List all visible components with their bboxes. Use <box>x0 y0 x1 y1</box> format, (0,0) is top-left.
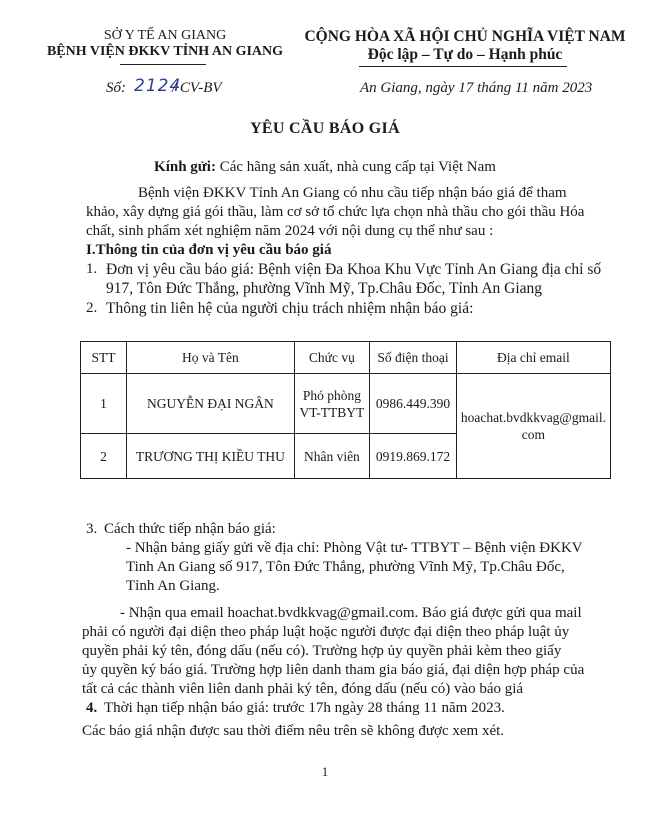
section-3-a-line-1: - Nhận bảng giấy gửi về địa chỉ: Phòng Vật tư- TTBYT – Bệnh viện ĐKKV <box>126 540 583 556</box>
page-number: 1 <box>321 764 329 779</box>
recipient-text: Các hãng sản xuất, nhà cung cấp tại Việt Nam <box>215 159 496 175</box>
intro-line-2: khảo, xây dựng giá gói thầu, làm cơ sở tổ chức lựa chọn nhà thầu cho gói thầu Hóa <box>86 204 585 220</box>
issuer-block <box>40 28 290 60</box>
issuer-hospital: BỆNH VIỆN ĐKKV TỈNH AN GIANG <box>46 44 284 59</box>
motto-underline <box>359 66 567 67</box>
row-1-phone: 0986.449.390 <box>370 374 457 434</box>
email-line-1: hoachat.bvdkkvag@gmail. <box>460 410 606 425</box>
row-2-name: TRƯƠNG THỊ KIỀU THU <box>127 434 295 479</box>
header-position: Chức vụ <box>294 342 369 374</box>
table-header-row <box>81 342 611 374</box>
row-1-name: NGUYỄN ĐẠI NGÂN <box>127 374 295 434</box>
section-3-b-line-3: quyền phải ký tên, đóng dấu (nếu có). Trường hợp ủy quyền phải kèm theo giấy <box>82 643 562 659</box>
section-3-b-line-4: ủy quyền ký báo giá. Trường hợp liên danh tham gia báo giá, đại diện hợp pháp của <box>82 662 585 678</box>
section-1-item-1-number: 1. <box>86 261 98 277</box>
section-1-item-1-line-2: 917, Tôn Đức Thắng, phường Vĩnh Mỹ, Tp.Châu Đốc, Tỉnh An Giang <box>106 280 543 297</box>
header-name: Họ và Tên <box>127 342 295 374</box>
issuer-department: SỞ Y TẾ AN GIANG <box>103 28 227 43</box>
section-1-item-2-number: 2. <box>86 300 98 316</box>
document-number-code: / CV-BV <box>172 80 222 96</box>
header-phone: Số điện thoại <box>370 342 457 374</box>
section-3-b-line-2: phải có người đại diện theo pháp luật hoặc người được đại diện theo pháp luật ủy <box>82 624 570 640</box>
national-name: CỘNG HÒA XÃ HỘI CHỦ NGHĨA VIỆT NAM <box>304 28 626 45</box>
national-motto: Độc lập – Tự do – Hạnh phúc <box>367 46 563 63</box>
shared-email-cell <box>456 374 610 479</box>
section-3-b-line-1: - Nhận qua email hoachat.bvdkkvag@gmail.com. Báo giá được gửi qua mail <box>120 605 582 621</box>
document-number-label: Số: <box>106 80 126 96</box>
place-and-date: An Giang, ngày 17 tháng 11 năm 2023 <box>360 80 593 96</box>
recipient-line <box>0 159 650 176</box>
table-row <box>81 374 611 434</box>
row-1-position-line-1: Phó phòng <box>302 387 361 403</box>
contacts-table <box>80 341 611 479</box>
section-1-item-1-line-1: Đơn vị yêu cầu báo giá: Bệnh viện Đa Khoa Khu Vực Tỉnh An Giang địa chỉ số <box>106 261 602 278</box>
section-4-number: 4. <box>86 700 98 716</box>
national-motto-block <box>300 28 630 64</box>
section-3-b-line-5: tất cả các thành viên liên danh phải ký tên, đóng dấu (nếu có) vào báo giá <box>82 681 524 697</box>
row-2-phone: 0919.869.172 <box>370 434 457 479</box>
section-3-heading: Cách thức tiếp nhận báo giá: <box>104 521 276 537</box>
header-stt: STT <box>81 342 127 374</box>
section-4-text: Thời hạn tiếp nhận báo giá: trước 17h ngày 28 tháng 11 năm 2023. <box>104 700 505 716</box>
section-3-a-line-3: Tỉnh An Giang. <box>126 578 220 594</box>
email-line-2: com <box>521 427 546 442</box>
row-2-position: Nhân viên <box>294 434 369 479</box>
section-1-heading: I.Thông tin của đơn vị yêu cầu báo giá <box>86 242 332 258</box>
row-1-position <box>294 374 369 434</box>
row-2-stt: 2 <box>81 434 127 479</box>
document-title: YÊU CẦU BÁO GIÁ <box>250 120 400 137</box>
issuer-underline <box>120 64 206 65</box>
closing-note: Các báo giá nhận được sau thời điểm nêu trên sẽ không được xem xét. <box>82 723 505 739</box>
intro-line-1: Bệnh viện ĐKKV Tỉnh An Giang có nhu cầu tiếp nhận báo giá để tham <box>138 185 567 201</box>
section-3-a-line-2: Tinh An Giang số 917, Tôn Đức Thắng, phường Vĩnh Mỹ, Tp.Châu Đốc, <box>126 559 565 575</box>
row-1-stt: 1 <box>81 374 127 434</box>
recipient-label: Kính gửi: <box>154 159 216 175</box>
section-1-item-2-text: Thông tin liên hệ của người chịu trách nhiệm nhận báo giá: <box>106 300 474 317</box>
row-1-position-line-2: VT-TTBYT <box>299 404 365 420</box>
section-3-number: 3. <box>86 521 98 537</box>
header-email: Địa chỉ email <box>456 342 610 374</box>
document-number-handwritten: 2124 <box>134 76 182 96</box>
intro-line-3: chất, sinh phẩm xét nghiệm năm 2024 với nội dung cụ thể như sau : <box>86 223 494 239</box>
